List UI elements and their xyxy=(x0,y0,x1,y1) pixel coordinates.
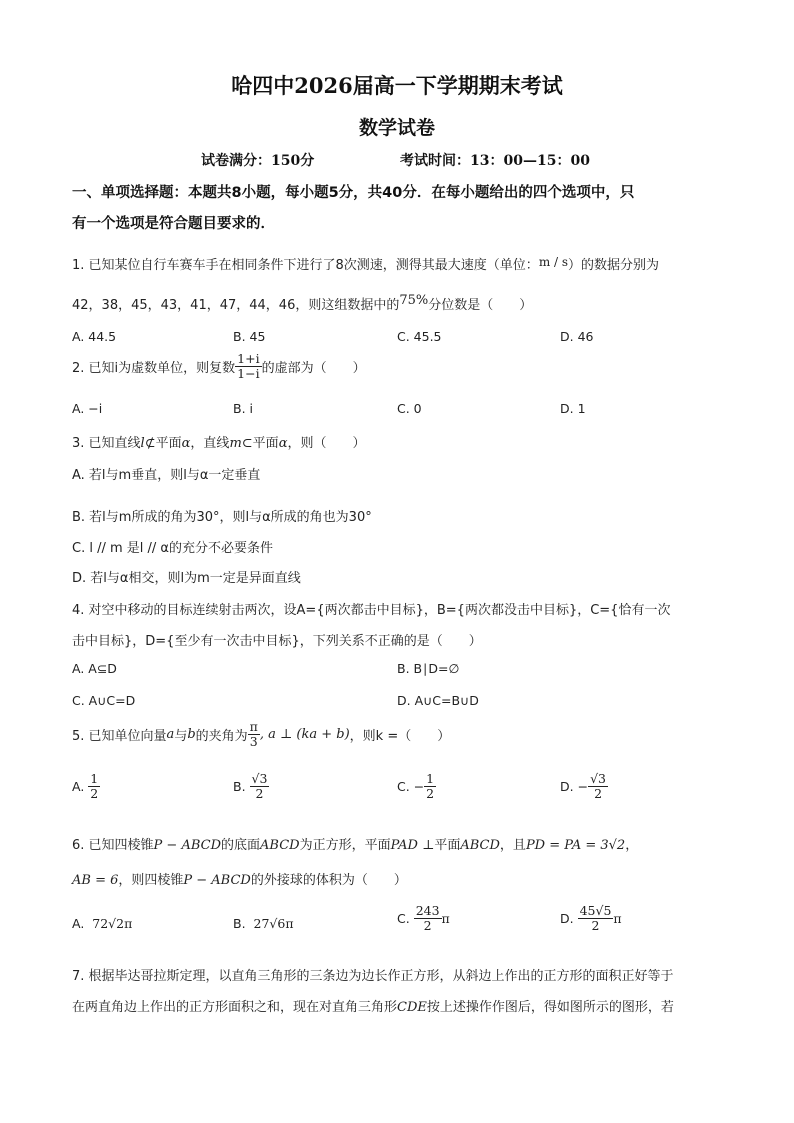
q5-option-c[interactable] xyxy=(397,772,436,801)
q6-option-a-value: 72√2π xyxy=(92,916,133,931)
q6-a: 6. 已知四棱锥 xyxy=(72,838,154,853)
q5-option-d-label: D. xyxy=(560,779,574,794)
question-1-line2 xyxy=(72,294,532,313)
q5-option-c-label: C. xyxy=(397,779,410,794)
triangle-cde: CDE xyxy=(397,1000,427,1015)
q6-option-b-label: B. xyxy=(233,916,246,931)
question-1-text-end: ）的数据分别为 xyxy=(568,258,660,273)
q6-option-a-label: A. xyxy=(72,916,85,931)
plane-alpha: α xyxy=(181,436,191,451)
base-name: ABCD xyxy=(260,838,300,853)
q3-line-word: ，直线 xyxy=(190,436,230,451)
q5-c-den: 2 xyxy=(426,786,435,801)
fraction-denominator: 1−i xyxy=(237,366,260,381)
question-3-stem: 3. 已知直线 xyxy=(72,436,141,451)
q5-and: 与 xyxy=(174,729,188,744)
q5-b-den: 2 xyxy=(255,786,264,801)
q5-b-num: √3 xyxy=(251,771,268,786)
q6-option-d-fraction xyxy=(578,904,614,933)
q6-d-num: 45√5 xyxy=(579,903,612,918)
angle-fraction xyxy=(248,720,260,749)
q4-option-b[interactable]: B. B∣D=∅ xyxy=(397,661,460,676)
not-subset-symbol: ⊄ xyxy=(144,436,156,451)
q5-d-num: √3 xyxy=(590,771,606,786)
q3-plane-word: 平面 xyxy=(155,436,182,451)
q6-c: 为正方形，平面 xyxy=(299,838,391,853)
complex-fraction xyxy=(235,352,261,381)
q7-b: 按上述操作作图后，得如图所示的图形，若 xyxy=(426,1000,674,1015)
q4-option-a[interactable]: A. A⊆D xyxy=(72,661,117,676)
q5-option-a-fraction xyxy=(88,772,100,801)
q6-g: ，则四棱锥 xyxy=(118,873,184,888)
q6-option-c-fraction xyxy=(414,904,442,933)
question-1-ask: 分位数是（ ） xyxy=(428,298,533,313)
pyramid-name: P − ABCD xyxy=(153,838,222,853)
q6-option-d-label: D. xyxy=(560,911,574,926)
page-subtitle: 数学试卷 xyxy=(358,117,435,139)
question-5 xyxy=(72,720,450,749)
question-2-post: 的虚部为（ ） xyxy=(261,361,366,376)
q6-c-num: 243 xyxy=(415,903,440,918)
q4-option-d[interactable]: D. A∪C=B∪D xyxy=(397,693,479,708)
question-1-line1 xyxy=(72,254,659,273)
subset-symbol: ⊂ xyxy=(241,436,253,451)
q5-c-sign: − xyxy=(413,779,425,794)
speed-unit: m / s xyxy=(538,255,569,269)
full-score: 试卷满分：150分 xyxy=(201,153,315,169)
section-heading-line1: 一、单项选择题：本题共8小题，每小题5分，共40分．在每小题给出的四个选项中，只 xyxy=(72,185,635,201)
q6-h: 的外接球的体积为（ ） xyxy=(250,873,407,888)
q5-option-c-fraction xyxy=(424,772,436,801)
percentile-value: 75% xyxy=(399,293,429,308)
question-1-text: 1. 已知某位自行车赛车手在相同条件下进行了8次测速，测得其最大速度（单位： xyxy=(72,258,539,273)
question-2 xyxy=(72,352,366,381)
q5-pre: 5. 已知单位向量 xyxy=(72,729,167,744)
page-title: 哈四中2026届高一下学期期末考试 xyxy=(231,73,563,98)
plane-alpha-2: α xyxy=(278,436,288,451)
q5-option-d-fraction xyxy=(588,772,608,801)
q6-option-b[interactable] xyxy=(233,916,294,931)
q5-option-a-label: A. xyxy=(72,779,85,794)
q5-option-a[interactable] xyxy=(72,772,100,801)
q5-option-b-fraction xyxy=(250,772,270,801)
q6-b: 的底面 xyxy=(221,838,261,853)
base-name-2: ABCD xyxy=(460,838,500,853)
q1-option-b[interactable]: B. 45 xyxy=(233,329,266,344)
q1-option-c[interactable]: C. 45.5 xyxy=(397,329,442,344)
q5-a-den: 2 xyxy=(90,786,99,801)
plane-pad: PAD ⊥ xyxy=(390,838,435,853)
q3-ask: ，则（ ） xyxy=(287,436,366,451)
q5-d-den: 2 xyxy=(594,786,603,801)
question-4-line2: 击中目标}，D={至少有一次击中目标}，下列关系不正确的是（ ） xyxy=(72,634,482,649)
q6-d-pi: π xyxy=(613,911,622,926)
vector-b: b xyxy=(187,727,196,742)
question-4-line1: 4. 对空中移动的目标连续射击两次，设A={两次都击中目标}，B={两次都没击中目标}，C={恰有一次 xyxy=(72,603,671,618)
exam-time: 考试时间：13：00—15：00 xyxy=(400,153,590,169)
q6-f: ， xyxy=(625,838,639,853)
section-heading-line2: 有一个选项是符合题目要求的． xyxy=(72,216,275,232)
q6-d-den: 2 xyxy=(591,918,600,933)
q5-ask: ，则k =（ ） xyxy=(349,729,451,744)
q6-c-den: 2 xyxy=(423,918,432,933)
ab-equation: AB = 6 xyxy=(72,873,119,888)
line-m: m xyxy=(229,436,242,451)
q2-option-b[interactable]: B. i xyxy=(233,401,253,416)
question-7-line2 xyxy=(72,996,674,1015)
question-6-line2 xyxy=(72,869,407,888)
q5-option-d[interactable] xyxy=(560,772,608,801)
fraction-numerator: 1+i xyxy=(237,351,260,366)
q5-option-b-label: B. xyxy=(233,779,246,794)
line-l: l xyxy=(140,436,145,451)
perpendicular-condition: , a ⊥ (ka + b) xyxy=(259,727,350,742)
q7-a: 在两直角边上作出的正方形面积之和，现在对直角三角形 xyxy=(72,1000,398,1015)
q6-option-c-label: C. xyxy=(397,911,410,926)
question-2-pre: 2. 已知i为虚数单位，则复数 xyxy=(72,361,236,376)
angle-numerator: π xyxy=(249,719,258,734)
q5-angle: 的夹角为 xyxy=(195,729,248,744)
q2-option-a[interactable]: A. −i xyxy=(72,401,103,416)
angle-denominator: 3 xyxy=(249,734,258,749)
q6-e: ，且 xyxy=(499,838,526,853)
q6-option-d[interactable] xyxy=(560,904,622,933)
q6-c-pi: π xyxy=(441,911,450,926)
q1-option-d[interactable]: D. 46 xyxy=(560,329,594,344)
q5-d-sign: − xyxy=(577,779,589,794)
q4-option-c[interactable]: C. A∪C=D xyxy=(72,693,136,708)
q1-option-a[interactable]: A. 44.5 xyxy=(72,329,117,344)
vector-a: a xyxy=(166,727,175,742)
q2-option-c[interactable]: C. 0 xyxy=(397,401,422,416)
q6-option-c[interactable] xyxy=(397,904,450,933)
q5-c-num: 1 xyxy=(426,771,435,786)
q6-d: 平面 xyxy=(434,838,461,853)
pyramid-name-2: P − ABCD xyxy=(183,873,251,888)
q2-option-d[interactable]: D. 1 xyxy=(560,401,586,416)
q3-option-b[interactable]: B. 若l与m所成的角为30°，则l与α所成的角也为30° xyxy=(72,510,372,525)
edge-equation: PD = PA = 3√2 xyxy=(525,838,626,853)
q3-option-a[interactable]: A. 若l与m垂直，则l与α一定垂直 xyxy=(72,468,261,483)
q3-option-c[interactable]: C. l // m 是l // α的充分不必要条件 xyxy=(72,541,273,556)
q3-option-d[interactable]: D. 若l与α相交，则l为m一定是异面直线 xyxy=(72,571,301,586)
q3-plane-word-2: 平面 xyxy=(252,436,279,451)
q5-a-num: 1 xyxy=(90,771,99,786)
q5-option-b[interactable] xyxy=(233,772,269,801)
question-3 xyxy=(72,432,365,451)
q6-option-b-value: 27√6π xyxy=(253,916,294,931)
question-6-line1 xyxy=(72,834,638,853)
question-1-data: 42，38，45，43，41，47，44，46，则这组数据中的 xyxy=(72,298,400,313)
q6-option-a[interactable] xyxy=(72,916,132,931)
question-7-line1: 7. 根据毕达哥拉斯定理，以直角三角形的三条边为边长作正方形，从斜边上作出的正方形的面积正好等于 xyxy=(72,969,674,984)
